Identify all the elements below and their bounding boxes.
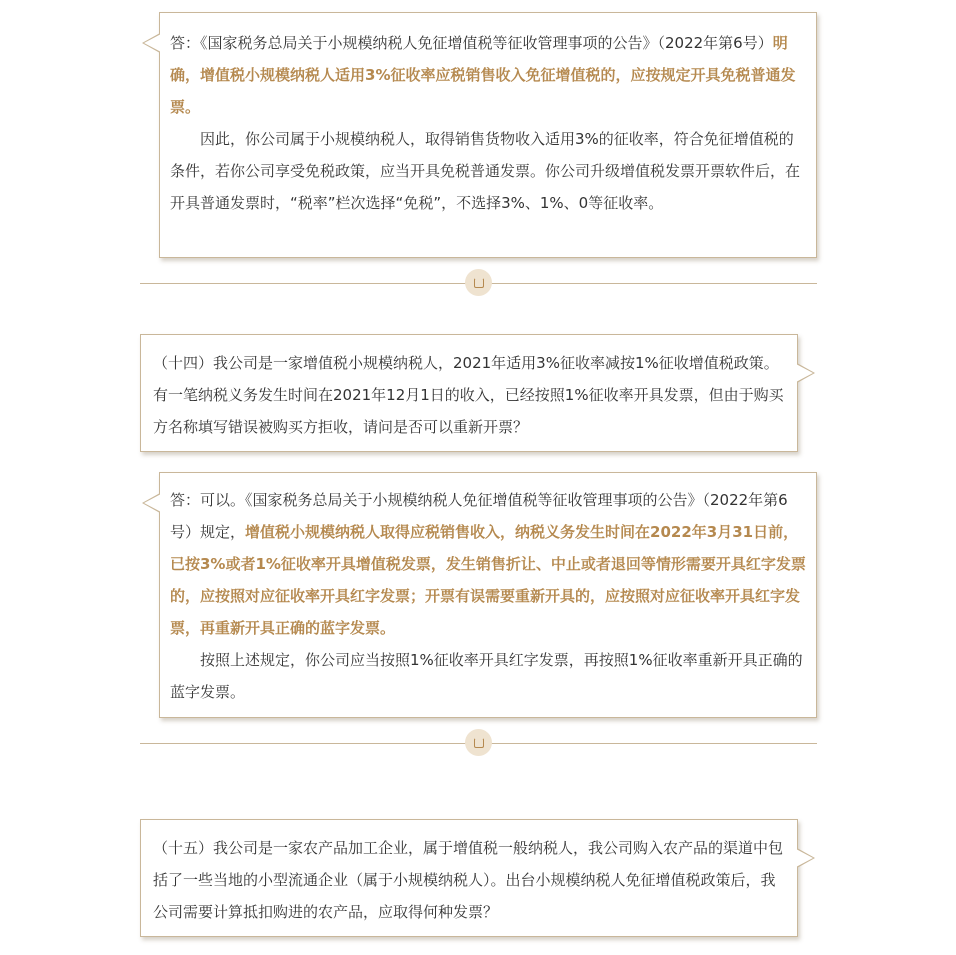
answer-highlight: 增值税小规模纳税人取得应税销售收入，纳税义务发生时间在2022年3月31日前，已按3%或者1%征收率开具增值税发票，发生销售折让、中止或者退回等情形需要开具红字发票的，应按照对应征收率开具红字发票；开票有误需要重新开具的，应按照对应征收率开具红字发票，再重新开具正确的蓝字发票。 xyxy=(170,523,806,637)
answer-intro: 答：《国家税务总局关于小规模纳税人免征增值税等征收管理事项的公告》（2022年第6号） xyxy=(170,34,773,52)
section-divider xyxy=(140,268,817,298)
question-text: （十五）我公司是一家农产品加工企业，属于增值税一般纳税人，我公司购入农产品的渠道中包括了一些当地的小型流通企业（属于小规模纳税人）。出台小规模纳税人免征增值税政策后，我公司需要计算抵扣购进的农产品，应取得何种发票？ xyxy=(153,839,784,921)
answer-intro: 答：可以。《国家税务总局关于小规模纳税人免征增值税等征收管理事项的公告》（2022年第6号）规定， xyxy=(170,491,788,541)
answer-bubble-14 xyxy=(159,472,817,718)
answer-paragraph-1 xyxy=(170,27,804,123)
answer-bubble-1 xyxy=(159,12,817,258)
question-bubble-15 xyxy=(140,819,798,937)
answer-explanation: 按照上述规定，你公司应当按照1%征收率开具红字发票，再按照1%征收率重新开具正确的蓝字发票。 xyxy=(170,651,803,701)
question-text: （十四）我公司是一家增值税小规模纳税人，2021年适用3%征收率减按1%征收增值税政策。有一笔纳税义务发生时间在2021年12月1日的收入，已经按照1%征收率开具发票，但由于购买方名称填写错误被购买方拒收，请问是否可以重新开票？ xyxy=(153,354,784,436)
section-divider xyxy=(140,728,817,758)
answer-explanation: 因此，你公司属于小规模纳税人，取得销售货物收入适用3%的征收率，符合免征增值税的条件，若你公司享受免税政策，应当开具免税普通发票。你公司升级增值税发票开票软件后，在开具普通发票时，“税率”栏次选择“免税”，不选择3%、1%、0等征收率。 xyxy=(170,130,801,212)
divider-knot-icon xyxy=(465,729,492,756)
answer-highlight: 明确，增值税小规模纳税人适用3%征收率应税销售收入免征增值税的，应按规定开具免税普通发票。 xyxy=(170,34,796,116)
divider-knot-icon xyxy=(465,269,492,296)
question-bubble-14 xyxy=(140,334,798,452)
answer-paragraph-14 xyxy=(170,484,806,644)
